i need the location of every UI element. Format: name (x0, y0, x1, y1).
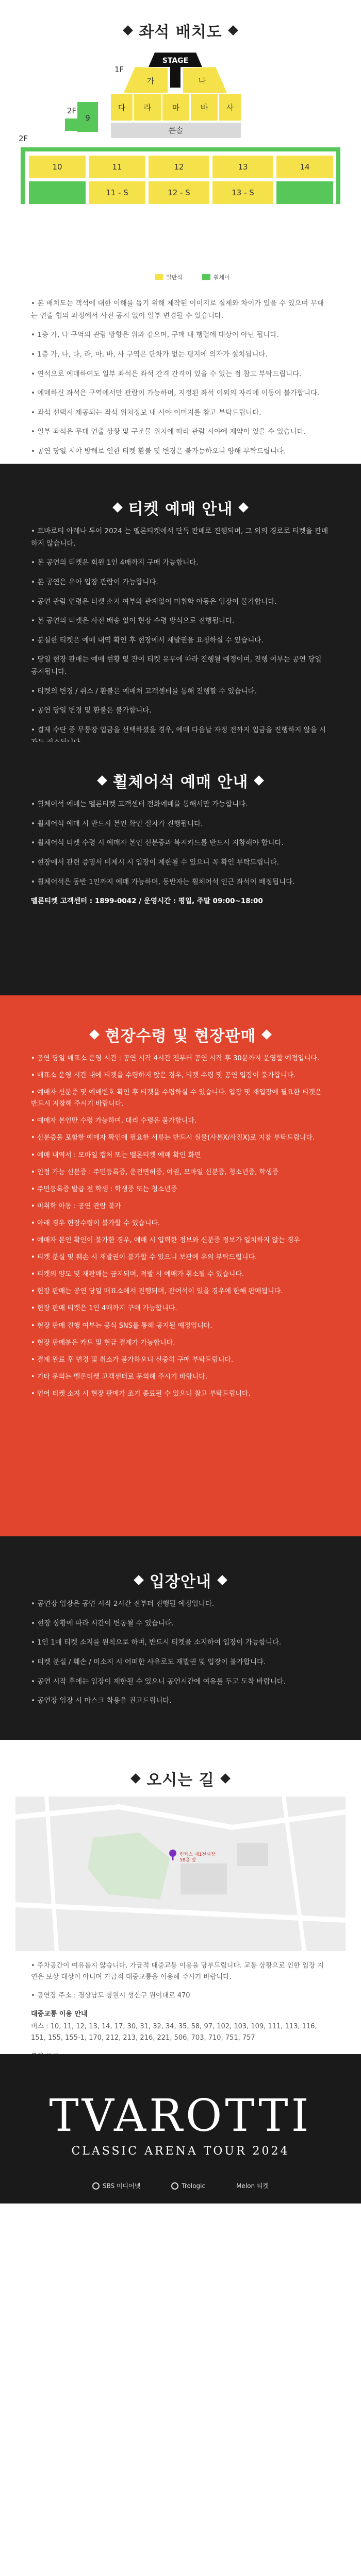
wheel-zone-9-marker (65, 118, 77, 131)
diamond-icon (217, 1575, 227, 1585)
directions-section-title: 오시는 길 (146, 1771, 215, 1789)
onsite-note: • 현장 판매 티켓은 1인 4매까지 구매 가능합니다. (31, 1304, 177, 1313)
bus-title: 대중교통 이용 안내 (31, 2010, 88, 2019)
diamond-icon (97, 775, 107, 786)
onsite-note: • 예매자 본인 확인이 불가한 경우, 예매 시 입력한 정보와 신분증 정보가 일치하지 않는 경우 (31, 1236, 300, 1245)
zone-ga[interactable] (124, 67, 168, 93)
directions-note: • 주차공간이 여유롭지 않습니다. 가급적 대중교통 이용을 당부드립니다. 교통 상황으로 인한 입장 지연은 보상 대상이 아니며 가급적 대중교통을 이용해 주시기 바랍니다. (31, 1962, 324, 1981)
seat-note: • 좌석 선택시 제공되는 좌석 위치정보 내 시야 이미지를 참고 부탁드립니다. (31, 408, 261, 417)
entry-section-title: 입장안내 (150, 1573, 211, 1591)
floor-2f-left-label: 2F (19, 134, 28, 143)
sponsor-trologic (171, 2182, 205, 2190)
onsite-note: • 현장 판매 진행 여부는 공식 SNS를 통해 공지될 예정입니다. (31, 1321, 212, 1330)
seat-note: • 1층 가, 나 구역의 관람 방향은 위와 같으며, 구매 내 행렬에 대상이 아닌 됩니다. (31, 331, 279, 340)
zone-ra-label: 라 (143, 103, 152, 112)
ticket-note: • 본 공연의 티켓은 회원 1인 4매까지 구매 가능합니다. (31, 558, 199, 567)
zone-13-label: 13 (238, 162, 248, 172)
onsite-note: • 예매자 신분증 및 예매번호 확인 후 티켓을 수령하실 수 있습니다. 입장 및 재입장에 필요한 티켓은 반드시 지참해 주시기 바랍니다. (31, 1089, 322, 1108)
tour-subtitle: CLASSIC ARENA TOUR 2024 (71, 2145, 290, 2158)
legend-wheel-label: 휠체어 (213, 274, 230, 281)
entry-note: • 공연장 입장은 공연 시작 2시간 전부터 진행될 예정입니다. (31, 1600, 215, 1608)
onsite-note: • 미취학 아동 : 공연 관람 불가 (31, 1202, 121, 1210)
onsite-section-title: 현장수령 및 현장판매 (105, 1027, 256, 1045)
brand-title: TVAROTTI (49, 2090, 312, 2142)
onsite-note: • 인정 가능 신분증 : 주민등록증, 운전면허증, 여권, 모바일 신분증, 청소년증, 학생증 (31, 1168, 279, 1176)
bus-routes: 버스 : 10, 11, 12, 13, 14, 17, 30, 31, 32, 34, 35, 58, 97, 102, 103, 109, 111, 113, 116, 151, 155, 155-1, 170, 212, 213, 216, 221, 506, 703, 710, 751, 757 (31, 2023, 317, 2042)
diamond-icon (123, 25, 133, 36)
diamond-icon (254, 775, 264, 786)
onsite-note: • 주민등록증 발급 전 학생 : 학생증 또는 청소년증 (31, 1185, 177, 1193)
seat-map (0, 46, 361, 268)
ticket-note: • 본 공연의 티켓은 사전 배송 없이 현장 수령 방식으로 진행됩니다. (31, 617, 235, 625)
legend-general-swatch (155, 274, 163, 280)
floor-2f-label: 2F (67, 106, 77, 115)
entry-section-header (0, 1536, 361, 1598)
directions-note: • 공연장 주소 : 경상남도 창원시 성산구 원이대로 470 (31, 1992, 190, 2000)
sbs-logo-label: SBS 미디어넷 (102, 2182, 141, 2190)
ticket-section (0, 464, 361, 742)
left-rail (21, 147, 25, 204)
zone-da-label: 다 (118, 103, 126, 112)
wheelchair-section (0, 742, 361, 995)
trologic-logo-icon (171, 2182, 178, 2190)
seat-note: • 1층 가, 나, 다, 라, 마, 바, 사 구역은 단차가 없는 평지에 의자가 설치됩니다. (31, 350, 268, 359)
ticket-note: • 분실한 티켓은 예매 내역 확인 후 현장에서 재발권을 요청하실 수 있습니다. (31, 636, 264, 645)
sbs-logo-icon (92, 2182, 100, 2190)
onsite-note: • 아래 경우 현장수령이 불가할 수 있습니다. (31, 1219, 160, 1227)
seat-map-graphic (0, 46, 361, 268)
onsite-note: • 예매자 본인만 수령 가능하며, 대리 수령은 불가합니다. (31, 1117, 197, 1125)
rear-rail (21, 147, 340, 151)
onsite-note: • 공연 당일 매표소 운영 시간 : 공연 시작 4시간 전부터 공연 시작 후 30분까지 운영할 예정입니다. (31, 1055, 320, 1062)
diamond-icon (238, 502, 249, 513)
onsite-note: • 티켓의 양도 및 재판매는 금지되며, 적발 시 예매가 취소될 수 있습니다. (31, 1270, 244, 1279)
onsite-note: • 결제 완료 후 변경 및 취소가 불가하오니 신중히 구매 부탁드립니다. (31, 1355, 234, 1364)
diamond-icon (228, 25, 238, 36)
runway-shape (170, 67, 180, 88)
entry-note: • 현장 상황에 따라 시간이 변동될 수 있습니다. (31, 1619, 174, 1628)
sponsor-sbs (92, 2181, 140, 2190)
map-building (237, 1843, 268, 1866)
seat-note: • 예매하신 좌석은 구역에서만 관람이 가능하며, 지정된 좌석 이외의 자리에 이동이 불가합니다. (31, 389, 320, 398)
map-building (180, 1863, 227, 1894)
zone-13-s-label: 13 - S (232, 188, 254, 197)
onsite-note: • 예매 내역서 : 모바일 캡처 또는 멜론티켓 예매 확인 화면 (31, 1151, 201, 1159)
onsite-note: • 현장 판매는 공연 당일 매표소에서 진행되며, 잔여석이 있을 경우에 한해 판매됩니다. (31, 1287, 283, 1296)
seat-section-header (0, 0, 361, 46)
floor-1f-label: 1F (114, 65, 124, 74)
onsite-note: • 신분증을 포함한 예매자 확인에 필요한 서류는 반드시 실물(사본X/사진X)로 지참 부탁드립니다. (31, 1134, 315, 1142)
stage-label: STAGE (162, 57, 189, 65)
entry-note: • 공연장 입장 시 마스크 착용을 권고드립니다. (31, 1697, 172, 1705)
wheel-zone-left[interactable] (29, 181, 86, 204)
map-graphic (15, 1797, 346, 1951)
seat-note: • 공연 당일 시야 방해로 인한 티켓 환불 및 변경은 불가능하오니 양해 부탁드립니다. (31, 447, 286, 455)
ticket-note: • 공연 관람 연령은 티켓 소지 여부와 관계없이 미취학 아동은 입장이 불가합니다. (31, 597, 277, 606)
ticket-note: • 트바로티 아레나 투어 2024 는 멜론티켓에서 단독 판매로 진행되며, 그 외의 경로로 티켓을 판매하지 않습니다. (31, 527, 329, 548)
wheelchair-notes (0, 799, 361, 908)
ticket-note: • 본 공연은 유아 입장 관람이 가능합니다. (31, 578, 158, 586)
wheelchair-note: • 휠체어석은 동반 1인까지 예매 가능하며, 동반자는 휠체어석 인근 좌석이 배정됩니다. (31, 877, 295, 886)
directions-section (0, 1740, 361, 2054)
ticket-notes (0, 526, 361, 749)
onsite-section-header (0, 995, 361, 1053)
entry-note: • 티켓 분실 / 훼손 / 미소지 시 어떠한 사유로도 재발권 및 입장이 불가합니다. (31, 1657, 266, 1666)
entry-section (0, 1536, 361, 1740)
venue-map[interactable] (15, 1797, 346, 1951)
wheelchair-contact: 멜론티켓 고객센터 : 1899-0042 / 운영시간 : 평일, 주말 09:00~18:00 (31, 897, 263, 906)
seat-note: • 본 배치도는 객석에 대한 이해를 돕기 위해 제작된 이미지로 실제와 차이가 있을 수 있으며 무대는 연출 협의 과정에서 사전 공지 없이 일부 변경될 수 있습니다. (31, 299, 324, 320)
zone-12-label: 12 (174, 162, 184, 172)
legend-general (155, 273, 183, 281)
zone-12-s-label: 12 - S (168, 188, 190, 197)
zone-11-label: 11 (112, 162, 122, 172)
zone-11-s-label: 11 - S (106, 188, 128, 197)
ticket-note: • 당일 현장 판매는 예매 현황 및 잔여 티켓 유무에 따라 진행될 예정이며, 진행 여부는 공연 당일 공지됩니다. (31, 655, 322, 676)
trologic-logo-label: Trologic (182, 2182, 206, 2190)
diamond-icon (134, 1575, 144, 1585)
legend-wheel-swatch (202, 274, 210, 280)
entry-note: • 1인 1매 티켓 소지를 원칙으로 하며, 반드시 티켓을 소지하여 입장이 가능합니다. (31, 1638, 282, 1647)
diamond-icon (220, 1773, 231, 1784)
map-pin-label: 킨텍스 제1전시장 5B홀 앞 (179, 1852, 216, 1863)
wheelchair-note: • 현장에서 관련 증명서 미제시 시 입장이 제한될 수 있으니 꼭 확인 부탁드립니다. (31, 858, 280, 867)
directions-section-header (0, 1740, 361, 1797)
footer-banner (0, 2054, 361, 2204)
wheelchair-section-title: 휠체어석 예매 안내 (112, 773, 249, 791)
zone-9-label: 9 (85, 113, 90, 123)
console-label: 콘솔 (168, 126, 184, 135)
seat-note: • 연석으로 예매하여도 일부 좌석은 좌석 간격 간격이 있을 수 있는 점 참고 부탁드립니다. (31, 369, 302, 378)
right-rail (336, 147, 340, 204)
onsite-notes (0, 1053, 361, 1400)
melon-logo-label: Melon 티켓 (236, 2182, 269, 2190)
zone-ma-label: 마 (172, 103, 180, 112)
zone-ba-label: 바 (200, 103, 208, 112)
zone-sa-label: 사 (226, 103, 234, 112)
seat-legend (155, 273, 230, 281)
wheelchair-note: • 휠체어석 예매는 멜론티켓 고객센터 전화예매를 통해서만 가능합니다. (31, 800, 248, 808)
wheel-zone-right[interactable] (276, 181, 333, 204)
wheelchair-section-header (0, 742, 361, 799)
zone-14-label: 14 (300, 162, 310, 172)
ticket-section-header (0, 464, 361, 526)
diamond-icon (89, 1029, 100, 1040)
seat-section (0, 0, 361, 464)
entry-note: • 공연 시작 후에는 입장이 제한될 수 있으니 공연시간에 여유를 두고 도착 바랍니다. (31, 1677, 286, 1686)
diamond-icon (130, 1773, 141, 1784)
onsite-note: • 기타 문의는 멜론티켓 고객센터로 문의해 주시기 바랍니다. (31, 1372, 208, 1381)
ticket-note: • 공연 당일 변경 및 환불은 불가합니다. (31, 706, 152, 715)
onsite-note: • 현장 판매분은 카드 및 현금 결제가 가능합니다. (31, 1338, 175, 1347)
entry-notes (0, 1598, 361, 1707)
legend-wheel (202, 273, 230, 281)
zone-na-label: 나 (198, 76, 206, 86)
wheelchair-note: • 휠체어석 티켓 수령 시 예매자 본인 신분증과 복지카드를 반드시 지참해야 합니다. (31, 839, 284, 848)
onsite-note: • 티켓 분실 및 훼손 시 재발권이 불가할 수 있으니 보관에 유의 부탁드립니다. (31, 1253, 257, 1262)
ticket-section-title: 티켓 예매 안내 (128, 500, 233, 518)
seat-notes (0, 298, 361, 465)
seat-note: • 일부 좌석은 무대 연출 상황 및 구조물 위치에 따라 관람 시야에 제약이 있을 수 있습니다. (31, 428, 306, 436)
onsite-note: • 언어 티켓 소지 시 현장 판매가 조기 종료될 수 있으니 참고 부탁드립니다. (31, 1389, 251, 1398)
seat-section-title: 좌석 배치도 (139, 23, 222, 41)
diamond-icon (261, 1029, 272, 1040)
wheelchair-note: • 휠체어석 예매 시 반드시 본인 확인 절차가 진행됩니다. (31, 819, 203, 828)
onsite-section (0, 995, 361, 1536)
ticket-note: • 티켓의 변경 / 취소 / 환불은 예매처 고객센터를 통해 진행할 수 있습니다. (31, 687, 257, 696)
sponsor-logos (0, 2181, 361, 2190)
directions-notes (0, 1951, 361, 2063)
zone-ga-label: 가 (146, 76, 155, 86)
diamond-icon (112, 502, 123, 513)
zone-10-label: 10 (52, 162, 62, 172)
legend-general-label: 일반석 (166, 274, 183, 281)
ticket-note: • 결제 수단 중 무통장 입금을 선택하셨을 경우, 예매 다음날 자정 전까지 입금을 진행하지 않을 시 (31, 725, 326, 734)
sponsor-melon (236, 2181, 269, 2190)
onsite-note: • 매표소 운영 시간 내에 티켓을 수령하지 않은 경우, 티켓 수령 및 공연 입장이 불가합니다. (31, 1072, 296, 1080)
